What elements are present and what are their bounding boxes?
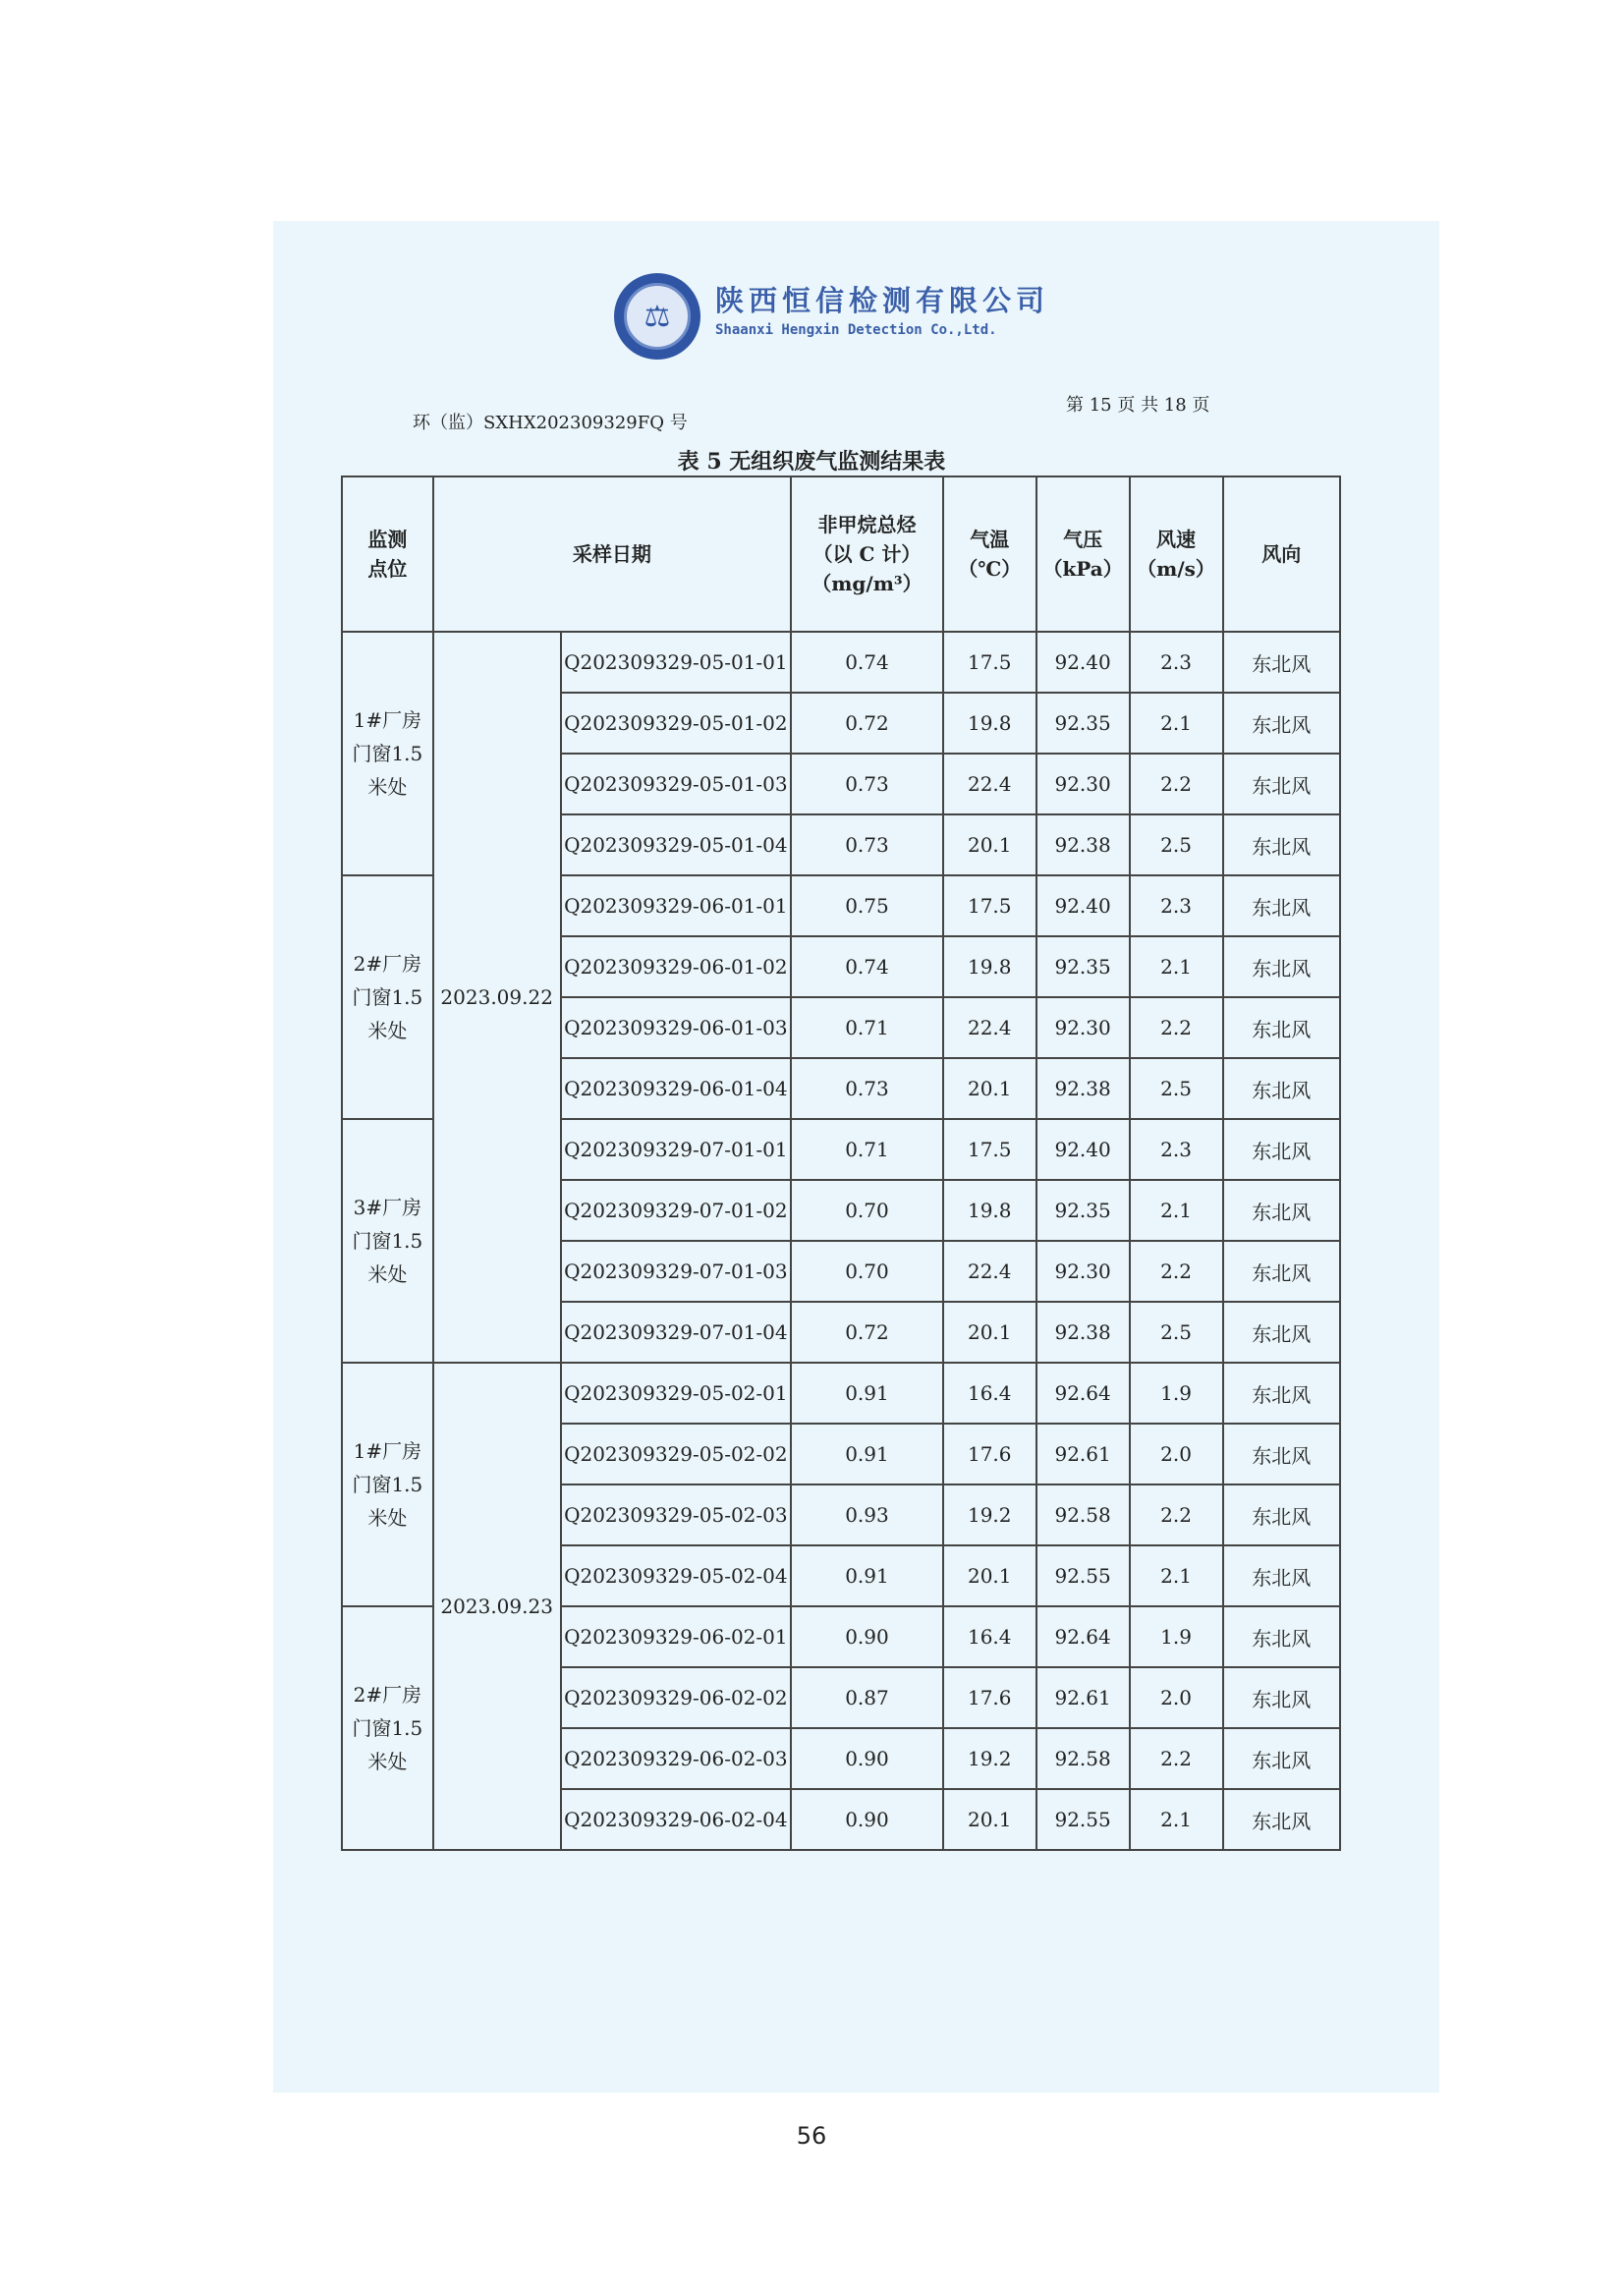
nmhc-value-cell: 0.90 [791, 1789, 943, 1850]
wind-speed-cell: 1.9 [1130, 1606, 1223, 1667]
nmhc-value-cell: 0.87 [791, 1667, 943, 1728]
sample-id-cell: Q202309329-05-01-01 [561, 632, 791, 693]
wind-speed-cell: 2.2 [1130, 1728, 1223, 1789]
pressure-cell: 92.35 [1036, 1180, 1130, 1241]
wind-direction-cell: 东北风 [1223, 1606, 1341, 1667]
sample-id-cell: Q202309329-06-02-03 [561, 1728, 791, 1789]
wind-speed-cell: 2.1 [1130, 1180, 1223, 1241]
wind-speed-cell: 2.1 [1130, 693, 1223, 754]
wind-speed-cell: 2.5 [1130, 814, 1223, 875]
sample-id-cell: Q202309329-05-02-04 [561, 1545, 791, 1606]
pressure-cell: 92.40 [1036, 1119, 1130, 1180]
nmhc-value-cell: 0.72 [791, 1302, 943, 1363]
pressure-cell: 92.55 [1036, 1545, 1130, 1606]
sample-id-cell: Q202309329-07-01-04 [561, 1302, 791, 1363]
page-number: 56 [796, 2122, 827, 2150]
wind-direction-cell: 东北风 [1223, 1302, 1341, 1363]
monitoring-results-table [341, 476, 1341, 1851]
temperature-cell: 19.8 [943, 1180, 1036, 1241]
temperature-cell: 20.1 [943, 814, 1036, 875]
nmhc-value-cell: 0.93 [791, 1484, 943, 1545]
page-info: 第 15 页 共 18 页 [1066, 395, 1210, 416]
temperature-cell: 17.5 [943, 1119, 1036, 1180]
sample-id-cell: Q202309329-05-01-04 [561, 814, 791, 875]
sample-id-cell: Q202309329-06-02-04 [561, 1789, 791, 1850]
col-header-wind-speed: 风速 （m/s） [1130, 476, 1223, 632]
col-header-pressure: 气压 （kPa） [1036, 476, 1130, 632]
sample-id-cell: Q202309329-07-01-02 [561, 1180, 791, 1241]
wind-speed-cell: 2.3 [1130, 632, 1223, 693]
wind-direction-cell: 东北风 [1223, 754, 1341, 814]
nmhc-value-cell: 0.71 [791, 997, 943, 1058]
wind-speed-cell: 1.9 [1130, 1363, 1223, 1424]
nmhc-value-cell: 0.74 [791, 632, 943, 693]
wind-direction-cell: 东北风 [1223, 632, 1341, 693]
scales-icon: ⚖ [624, 283, 691, 350]
temperature-cell: 19.8 [943, 693, 1036, 754]
sample-id-cell: Q202309329-05-02-01 [561, 1363, 791, 1424]
wind-speed-cell: 2.2 [1130, 754, 1223, 814]
table-title: 表 5 无组织废气监测结果表 [677, 449, 946, 475]
sample-id-cell: Q202309329-06-01-02 [561, 936, 791, 997]
sample-id-cell: Q202309329-05-01-03 [561, 754, 791, 814]
nmhc-value-cell: 0.91 [791, 1363, 943, 1424]
nmhc-value-cell: 0.75 [791, 875, 943, 936]
site-cell: 1#厂房门窗1.5米处 [342, 1363, 433, 1606]
wind-speed-cell: 2.5 [1130, 1302, 1223, 1363]
col-header-nmhc: 非甲烷总烃 （以 C 计） （mg/m³） [791, 476, 943, 632]
sample-id-cell: Q202309329-06-01-01 [561, 875, 791, 936]
company-seal-logo [614, 273, 700, 360]
date-cell: 2023.09.22 [433, 632, 561, 1363]
temperature-cell: 19.2 [943, 1484, 1036, 1545]
nmhc-value-cell: 0.90 [791, 1606, 943, 1667]
wind-direction-cell: 东北风 [1223, 1484, 1341, 1545]
sample-id-cell: Q202309329-06-02-02 [561, 1667, 791, 1728]
wind-speed-cell: 2.1 [1130, 1789, 1223, 1850]
col-header-date: 采样日期 [433, 476, 791, 632]
col-header-site: 监测 点位 [342, 476, 433, 632]
sample-id-cell: Q202309329-05-02-03 [561, 1484, 791, 1545]
site-cell: 1#厂房门窗1.5米处 [342, 632, 433, 875]
wind-speed-cell: 2.1 [1130, 936, 1223, 997]
nmhc-value-cell: 0.73 [791, 754, 943, 814]
company-name-en: Shaanxi Hengxin Detection Co.,Ltd. [715, 322, 997, 338]
nmhc-value-cell: 0.73 [791, 814, 943, 875]
wind-direction-cell: 东北风 [1223, 997, 1341, 1058]
temperature-cell: 20.1 [943, 1545, 1036, 1606]
pressure-cell: 92.38 [1036, 814, 1130, 875]
wind-speed-cell: 2.5 [1130, 1058, 1223, 1119]
pressure-cell: 92.35 [1036, 936, 1130, 997]
nmhc-value-cell: 0.70 [791, 1180, 943, 1241]
table-row [342, 1363, 1340, 1424]
wind-speed-cell: 2.3 [1130, 875, 1223, 936]
pressure-cell: 92.40 [1036, 875, 1130, 936]
wind-direction-cell: 东北风 [1223, 875, 1341, 936]
temperature-cell: 16.4 [943, 1363, 1036, 1424]
nmhc-value-cell: 0.71 [791, 1119, 943, 1180]
temperature-cell: 17.5 [943, 875, 1036, 936]
header-row [342, 476, 1340, 632]
temperature-cell: 19.8 [943, 936, 1036, 997]
sample-id-cell: Q202309329-06-02-01 [561, 1606, 791, 1667]
wind-speed-cell: 2.3 [1130, 1119, 1223, 1180]
temperature-cell: 19.2 [943, 1728, 1036, 1789]
sample-id-cell: Q202309329-05-01-02 [561, 693, 791, 754]
sample-id-cell: Q202309329-07-01-01 [561, 1119, 791, 1180]
wind-speed-cell: 2.2 [1130, 997, 1223, 1058]
wind-direction-cell: 东北风 [1223, 1545, 1341, 1606]
company-name-cn: 陕西恒信检测有限公司 [715, 284, 1050, 317]
pressure-cell: 92.40 [1036, 632, 1130, 693]
wind-direction-cell: 东北风 [1223, 814, 1341, 875]
site-cell: 3#厂房门窗1.5米处 [342, 1119, 433, 1363]
temperature-cell: 22.4 [943, 997, 1036, 1058]
wind-direction-cell: 东北风 [1223, 1058, 1341, 1119]
report-number: 环（监）SXHX202309329FQ 号 [413, 413, 688, 433]
pressure-cell: 92.64 [1036, 1363, 1130, 1424]
pressure-cell: 92.58 [1036, 1484, 1130, 1545]
sample-id-cell: Q202309329-05-02-02 [561, 1424, 791, 1484]
nmhc-value-cell: 0.90 [791, 1728, 943, 1789]
temperature-cell: 22.4 [943, 1241, 1036, 1302]
sample-id-cell: Q202309329-07-01-03 [561, 1241, 791, 1302]
wind-direction-cell: 东北风 [1223, 1363, 1341, 1424]
temperature-cell: 22.4 [943, 754, 1036, 814]
temperature-cell: 20.1 [943, 1789, 1036, 1850]
temperature-cell: 20.1 [943, 1302, 1036, 1363]
wind-direction-cell: 东北风 [1223, 1728, 1341, 1789]
col-header-temp: 气温 （℃） [943, 476, 1036, 632]
pressure-cell: 92.61 [1036, 1424, 1130, 1484]
nmhc-value-cell: 0.91 [791, 1545, 943, 1606]
wind-speed-cell: 2.1 [1130, 1545, 1223, 1606]
nmhc-value-cell: 0.91 [791, 1424, 943, 1484]
wind-direction-cell: 东北风 [1223, 1789, 1341, 1850]
pressure-cell: 92.61 [1036, 1667, 1130, 1728]
temperature-cell: 17.6 [943, 1424, 1036, 1484]
temperature-cell: 20.1 [943, 1058, 1036, 1119]
nmhc-value-cell: 0.72 [791, 693, 943, 754]
wind-direction-cell: 东北风 [1223, 1667, 1341, 1728]
date-cell: 2023.09.23 [433, 1363, 561, 1850]
temperature-cell: 17.6 [943, 1667, 1036, 1728]
wind-direction-cell: 东北风 [1223, 693, 1341, 754]
pressure-cell: 92.38 [1036, 1302, 1130, 1363]
nmhc-value-cell: 0.74 [791, 936, 943, 997]
nmhc-value-cell: 0.73 [791, 1058, 943, 1119]
pressure-cell: 92.64 [1036, 1606, 1130, 1667]
wind-direction-cell: 东北风 [1223, 936, 1341, 997]
pressure-cell: 92.58 [1036, 1728, 1130, 1789]
pressure-cell: 92.30 [1036, 997, 1130, 1058]
pressure-cell: 92.38 [1036, 1058, 1130, 1119]
temperature-cell: 17.5 [943, 632, 1036, 693]
wind-direction-cell: 东北风 [1223, 1241, 1341, 1302]
pressure-cell: 92.30 [1036, 754, 1130, 814]
col-header-wind-dir: 风向 [1223, 476, 1341, 632]
nmhc-value-cell: 0.70 [791, 1241, 943, 1302]
site-cell: 2#厂房门窗1.5米处 [342, 875, 433, 1119]
pressure-cell: 92.55 [1036, 1789, 1130, 1850]
wind-speed-cell: 2.2 [1130, 1241, 1223, 1302]
wind-speed-cell: 2.2 [1130, 1484, 1223, 1545]
table-row [342, 632, 1340, 693]
site-cell: 2#厂房门窗1.5米处 [342, 1606, 433, 1850]
temperature-cell: 16.4 [943, 1606, 1036, 1667]
pressure-cell: 92.35 [1036, 693, 1130, 754]
sample-id-cell: Q202309329-06-01-04 [561, 1058, 791, 1119]
wind-direction-cell: 东北风 [1223, 1180, 1341, 1241]
wind-speed-cell: 2.0 [1130, 1667, 1223, 1728]
wind-speed-cell: 2.0 [1130, 1424, 1223, 1484]
sample-id-cell: Q202309329-06-01-03 [561, 997, 791, 1058]
wind-direction-cell: 东北风 [1223, 1119, 1341, 1180]
wind-direction-cell: 东北风 [1223, 1424, 1341, 1484]
pressure-cell: 92.30 [1036, 1241, 1130, 1302]
